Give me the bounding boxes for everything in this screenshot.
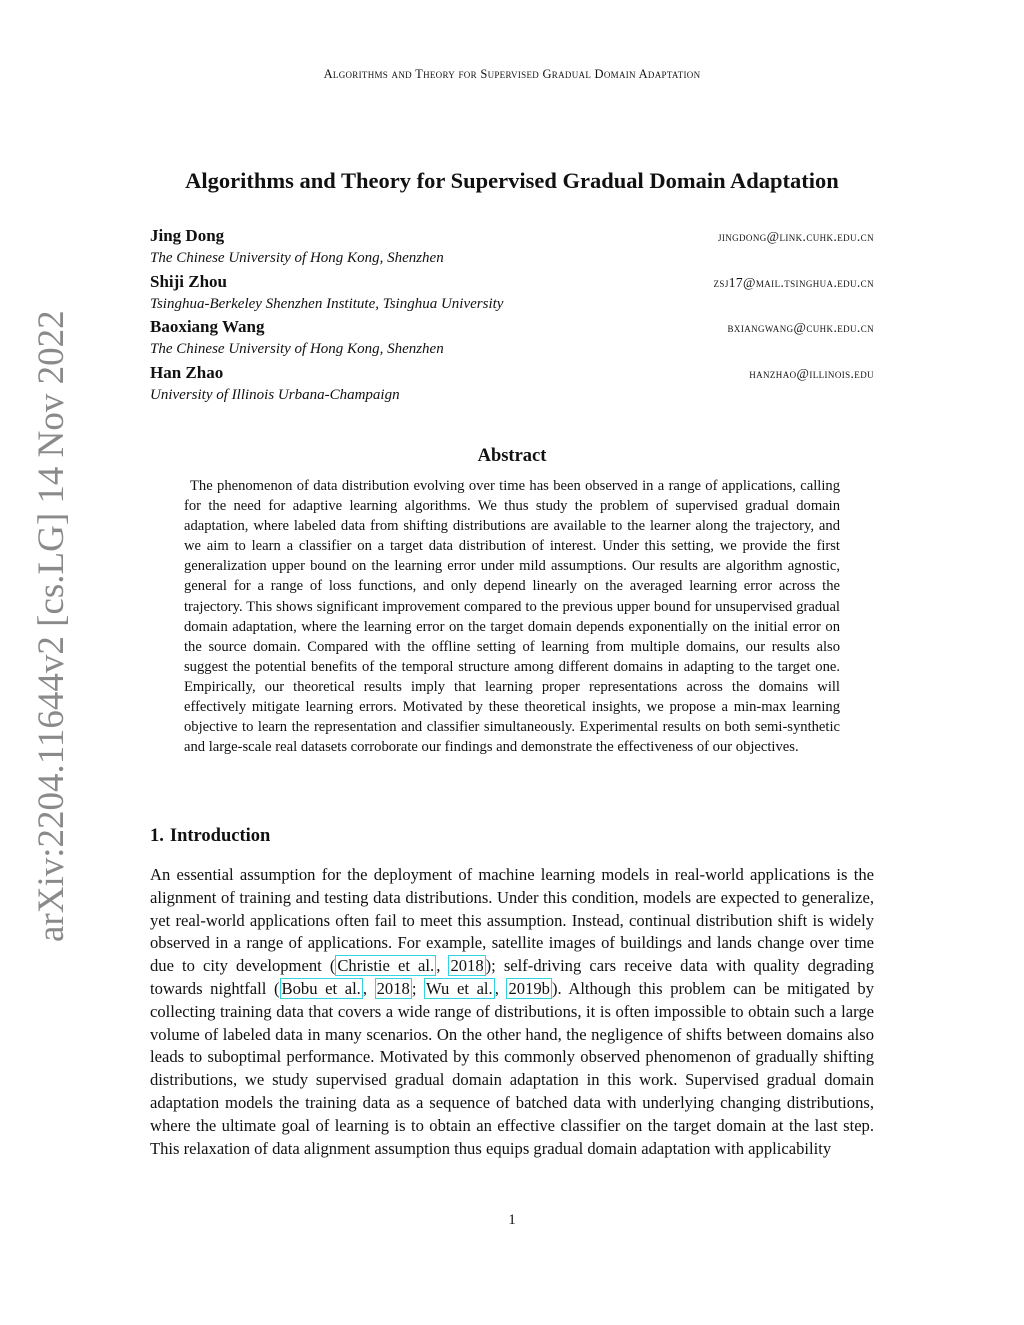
citation-link[interactable]: Bobu et al. — [281, 978, 361, 998]
author-email[interactable]: hanzhao@illinois.edu — [749, 365, 874, 381]
author-name: Shiji Zhou — [150, 271, 228, 291]
arxiv-stamp: arXiv:2204.11644v2 [cs.LG] 14 Nov 2022 — [31, 310, 72, 942]
author-name: Jing Dong — [150, 226, 225, 245]
author-affiliation: The Chinese University of Hong Kong, Shenzhen — [150, 250, 444, 266]
running-head: Algorithms and Theory for Supervised Gradual Domain Adaptation — [323, 67, 701, 81]
citation-link[interactable]: Christie et al. — [337, 956, 435, 976]
citation-link[interactable]: Wu et al. — [426, 978, 493, 998]
citation-link[interactable]: 2018 — [450, 956, 484, 976]
author-block — [150, 226, 874, 408]
author-affiliation: University of Illinois Urbana-Champaign — [150, 386, 400, 403]
author-affiliation: Tsinghua-Berkeley Shenzhen Institute, Tsinghua University — [150, 295, 504, 312]
intro-text: An essential assumption for the deployment of machine learning models in real-world applications is the alignment of training and testing data distributions. Under this condition, models are expected to generalize, yet real-world applications often fail to meet this assumption. Instead, continual distribution shift is widely observed in a range of applications. For example, satellite images of buildings and lands change over time due to city development ( — [150, 865, 874, 976]
citation-link[interactable]: 2019b — [508, 978, 550, 998]
author-entry — [150, 317, 874, 363]
citation-link[interactable]: 2018 — [376, 978, 410, 998]
section-number: 1. — [150, 826, 164, 846]
abstract-text: The phenomenon of data distribution evolving over time has been observed in a range of applications, calling for the need for adaptive learning algorithms. We thus study the problem of supervised gradual domain adaptation, where labeled data from shifting distributions are available to the learner along the trajectory, and we aim to learn a classifier on a target data distribution of interest. Under this setting, we provide the first generalization upper bound on the learning error under mild assumptions. Our results are algorithm agnostic, general for a range of loss functions, and only depend linearly on the averaged learning error across the trajectory. This shows significant improvement compared to the previous upper bound for unsupervised gradual domain adaptation, where the learning error on the target domain depends exponentially on the initial error on the source domain. Compared with the offline setting of learning from multiple domains, our results also suggest the potential benefits of the temporal structure among different domains in adapting to the target one. Empirically, our theoretical results imply that learning proper representations across the domains will effectively mitigate learning errors. Motivated by these theoretical insights, we propose a min-max learning objective to learn the representation and classifier simultaneously. Experimental results on both semi-synthetic and large-scale real datasets corroborate our findings and demonstrate the effectiveness of our objectives. — [184, 478, 840, 756]
author-entry — [150, 363, 874, 409]
section-heading — [150, 826, 270, 847]
author-email[interactable]: jingdong@link.cuhk.edu.cn — [717, 229, 874, 244]
author-email[interactable]: zsj17@mail.tsinghua.edu.cn — [713, 274, 874, 290]
intro-text: ); self-driving cars receive data with quality degrading towards nightfall ( — [150, 956, 875, 998]
intro-paragraph: An essential assumption for the deployment of machine learning models in real-world applications is the alignment of training and testing data distributions. Under this condition, models are expected to generalize, yet real-world applications often fail to meet this assumption. Instead, continual distribution shift is widely observed in a range of applications. For example, satellite images of buildings and lands change over time due to city development ( Christie et al. , 2018 ); self-driving cars receive data with quality degrading towards nightfall ( Bobu et al. , 2018 ; Wu et al. , 2019b ). Although this problem can be mitigated by collecting training data that covers a wide range of distributions, it is often impossible to obtain such a large volume of labeled data in many scenarios. On the other hand, the negligence of shifts between domains also leads to suboptimal performance. Motivated by this commonly observed phenomenon of gradually shifting distributions, we study supervised gradual domain adaptation in this work. Supervised gradual domain adaptation models the training data as a sequence of batched data with underlying changing distributions, where the ultimate goal of learning is to obtain an effective classifier on the target domain at the last step. This relaxation of data alignment assumption thus equips gradual domain adaptation with applicability — [150, 865, 875, 1158]
author-entry — [150, 226, 874, 272]
intro-text: ). Although this problem can be mitigated by collecting training data that covers a wide range of distributions, it is often impossible to obtain such a large volume of labeled data in many scenarios. On the other hand, the negligence of shifts between domains also leads to suboptimal performance. Motivated by this commonly observed phenomenon of gradually shifting distributions, we study supervised gradual domain adaptation in this work. Supervised gradual domain adaptation models the training data as a sequence of batched data with underlying changing distributions, where the ultimate goal of learning is to obtain an effective classifier on the target domain at the last step. This relaxation of data alignment assumption thus equips gradual domain adaptation with applicability — [150, 978, 874, 1158]
paper-title: Algorithms and Theory for Supervised Gradual Domain Adaptation — [185, 168, 839, 193]
author-affiliation: The Chinese University of Hong Kong, Shenzhen — [150, 341, 444, 357]
section-title: Introduction — [169, 826, 271, 846]
page-number: 1 — [508, 1212, 516, 1228]
author-entry — [150, 272, 874, 318]
author-email[interactable]: bxiangwang@cuhk.edu.cn — [727, 320, 874, 335]
abstract-heading: Abstract — [477, 446, 547, 466]
author-name: Baoxiang Wang — [150, 317, 265, 336]
author-name: Han Zhao — [150, 362, 224, 382]
